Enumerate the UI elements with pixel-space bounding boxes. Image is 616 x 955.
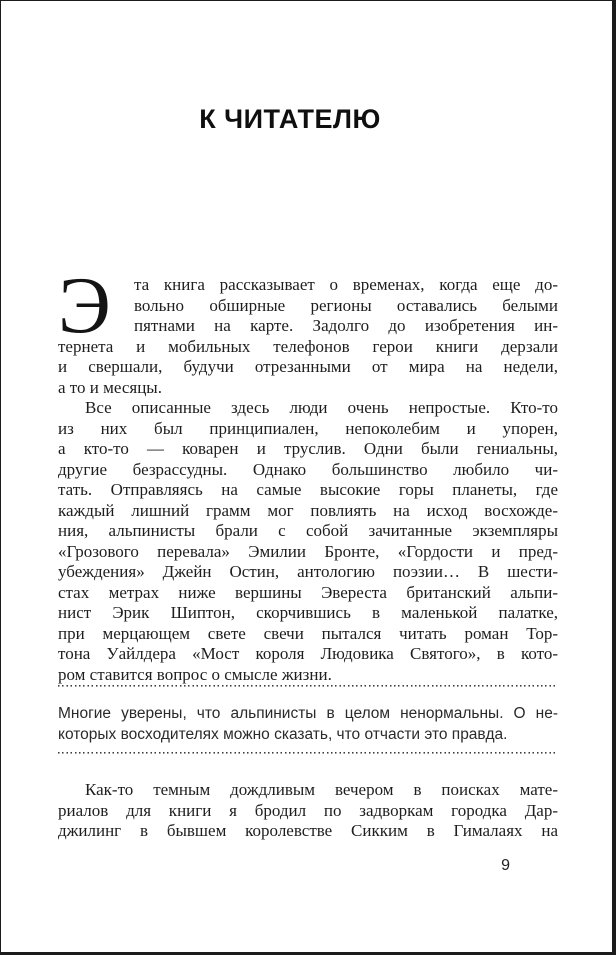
text-line: при мерцающем свете свечи пытался читать роман Тор- [58, 623, 558, 643]
text-line: та книга рассказывает о временах, когда еще до- [134, 275, 558, 294]
text-line: тать. Отправляясь на самые высокие горы планеты, где [58, 480, 558, 499]
text-line: и свершали, будучи отрезанными от мира на недели, [58, 357, 558, 376]
page-content [1, 104, 612, 955]
page-title: К ЧИТАТЕЛЮ [199, 104, 381, 134]
page-number: 9 [501, 856, 510, 874]
text-line: вольно обширные регионы оставались белыми [134, 295, 558, 315]
text-line: стах метрах ниже вершины Эвереста британский альпи- [58, 582, 558, 602]
paragraph [58, 398, 558, 685]
text-line: другие безрассудны. Однако большинство любило чи- [58, 459, 558, 479]
text-line: риалов для книги я бродил по задворкам городка Дар- [58, 800, 558, 820]
folio-row [58, 857, 558, 874]
dotted-separator [58, 752, 558, 754]
text-line: а кто-то — коварен и труслив. Одни были гениальны, [58, 439, 558, 458]
text-line: джилинг в бывшем королевстве Сикким в Гималаях на [58, 821, 558, 840]
paragraph [58, 780, 558, 842]
page-body [58, 262, 558, 842]
drop-cap: Э [58, 262, 111, 350]
quote-line: которых восходителях можно сказать, что отчасти это правда. [58, 725, 508, 743]
paragraph [58, 262, 558, 398]
text-line: каждый лишний грамм мог повлиять на исход восхожде- [58, 500, 558, 520]
text-line: нист Эрик Шиптон, скорчившись в маленькой палатке, [58, 603, 558, 622]
text-line: пятнами на карте. Задолго до изобретения ин- [134, 316, 558, 335]
dotted-separator [58, 685, 558, 687]
text-line: Как-то темным дождливым вечером в поисках мате- [85, 780, 558, 799]
text-line: убеждения» Джейн Остин, антологию поэзии… В шести- [58, 562, 558, 581]
text-line: «Грозового перевала» Эмилии Бронте, «Гордости и пред- [58, 541, 558, 561]
quote-block [58, 704, 558, 745]
text-line: тернета и мобильных телефонов герои книги дерзали [58, 336, 558, 356]
text-line: ния, альпинисты брали с собой зачитанные экземпляры [58, 521, 558, 540]
text-line: ром ставится вопрос о смысле жизни. [58, 664, 332, 684]
text-line: Все описанные здесь люди очень непростые. Кто-то [85, 398, 558, 417]
text-line: а то и месяцы. [58, 377, 162, 397]
text-line: из них был принципиален, непоколебим и упорен, [58, 418, 558, 438]
text-line: тона Уайлдера «Мост короля Людовика Святого», в кото- [58, 644, 558, 663]
quote-line: Многие уверены, что альпинисты в целом ненормальны. О не- [58, 705, 558, 722]
